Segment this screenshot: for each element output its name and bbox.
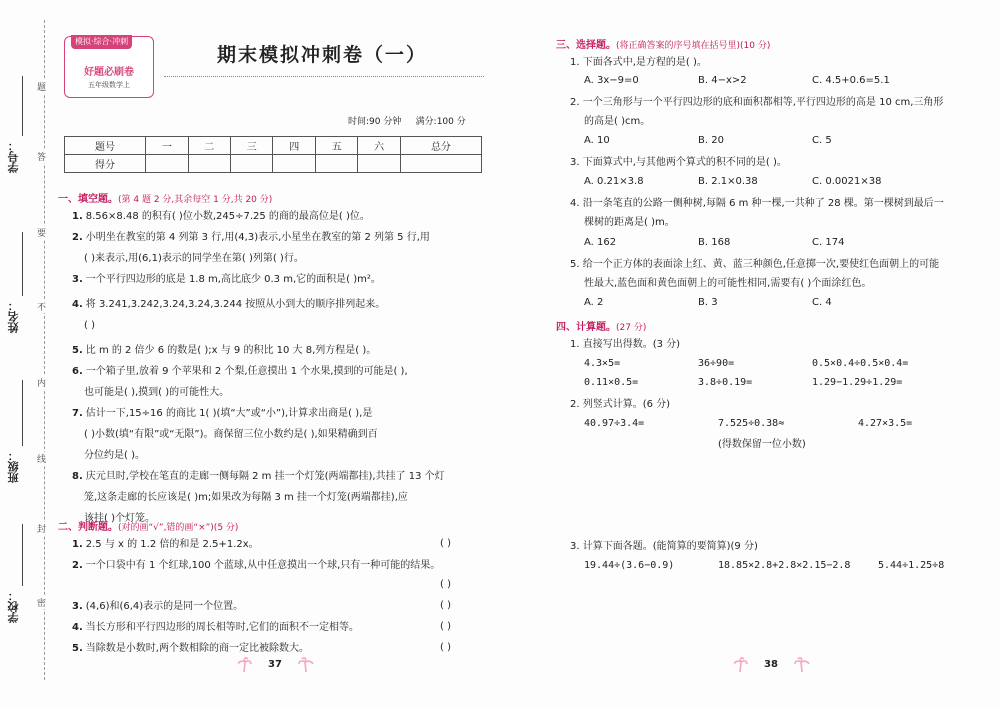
choice-option[interactable]: C. 0.0021×38 [812, 176, 882, 187]
badge-sub: 五年级数学上 [88, 81, 130, 89]
score-entry[interactable] [358, 155, 400, 173]
score-cell: 六 [358, 137, 400, 155]
page-number-right: 38 [764, 659, 778, 670]
section-3-note: (将正确答案的序号填在括号里)(10 分) [616, 41, 771, 51]
fill-blank-line [72, 210, 370, 223]
calc-item[interactable]: 4.27×3.5= [858, 418, 913, 429]
page-number-left: 37 [268, 659, 282, 670]
right-page [548, 0, 978, 708]
calc-item[interactable]: 3.8÷0.19= [698, 377, 753, 388]
calc-item[interactable]: 36÷90= [698, 358, 735, 369]
choice-option[interactable]: C. 174 [812, 237, 845, 248]
score-cell: 五 [315, 137, 357, 155]
question-text: 一个口袋中有 1 个红球,100 个蓝球,从中任意摸出一个球,只有一种可能的结果。 [85, 560, 441, 571]
question-text: 该挂( )个灯笼。 [84, 513, 155, 524]
class-blank[interactable] [22, 380, 24, 446]
choice-option[interactable]: B. 168 [698, 237, 731, 248]
page-title: 期末模拟冲刺卷（一） [216, 44, 427, 66]
question-text: (4,6)和(6,4)表示的是同一个位置。 [85, 601, 244, 612]
score-cell: 三 [231, 137, 273, 155]
score-cell: 得分 [65, 155, 146, 173]
answer-paren[interactable]: ( ) [440, 621, 451, 632]
fill-blank-line [84, 252, 304, 265]
fill-blank-line [72, 273, 381, 286]
series-badge [64, 36, 154, 98]
question-text: 比 m 的 2 倍少 6 的数是( );x 与 9 的积比 10 大 8,列方程是( )。 [85, 345, 377, 356]
judge-line [72, 621, 359, 634]
question-number: 5. [72, 345, 83, 356]
judge-line [72, 559, 440, 572]
section-1-title [58, 190, 272, 205]
score-row [65, 155, 482, 173]
choice-q2-cont: 的高是( )cm。 [584, 116, 651, 127]
fold-line [44, 20, 45, 680]
seal-char: 不 [37, 300, 46, 313]
binding-margin [0, 0, 58, 708]
judge-line [72, 600, 243, 613]
calc-item[interactable]: 5.44÷1.25÷8 [878, 560, 945, 571]
question-text: ( ) [84, 320, 95, 331]
exam-meta [348, 114, 466, 127]
fill-blank-line [72, 407, 372, 420]
question-number: 1. [72, 539, 83, 550]
calc-item[interactable]: 0.5×0.4÷0.5×0.4= [812, 358, 909, 369]
choice-option[interactable]: B. 2.1×0.38 [698, 176, 758, 187]
question-text: ( )小数(填“有限”或“无限”)。商保留三位小数约是( ),如果精确到百 [84, 429, 378, 440]
answer-paren[interactable]: ( ) [440, 538, 451, 549]
section-4-heading: 四、计算题。 [556, 322, 616, 333]
title-rule [164, 76, 484, 77]
choice-option[interactable]: A. 3x−9=0 [584, 75, 639, 86]
choice-option[interactable]: B. 20 [698, 135, 724, 146]
choice-q1: 1. 下面各式中,是方程的是( )。 [570, 57, 707, 68]
question-text: 当长方形和平行四边形的周长相等时,它们的面积不一定相等。 [85, 622, 359, 633]
question-text: ( )来表示,用(6,1)表示的同学坐在第( )列第( )行。 [84, 253, 304, 264]
full-score: 满分:100 分 [415, 117, 466, 127]
calc-part-2: 2. 列竖式计算。(6 分) [570, 399, 671, 410]
section-4-title [556, 318, 646, 333]
calc-item[interactable]: 4.3×5= [584, 358, 621, 369]
question-number: 4. [72, 299, 83, 310]
time-limit: 时间:90 分钟 [348, 117, 402, 127]
score-table [64, 136, 482, 173]
answer-paren[interactable]: ( ) [440, 579, 451, 590]
question-number: 5. [72, 643, 83, 654]
question-number: 3. [72, 601, 83, 612]
palm-decoration-icon [784, 656, 810, 672]
question-number: 8. [72, 471, 83, 482]
choice-option[interactable]: A. 162 [584, 237, 617, 248]
seal-char: 线 [37, 452, 46, 465]
section-1-heading: 一、填空题。 [58, 194, 118, 205]
school-blank[interactable] [22, 524, 24, 586]
judge-line [72, 538, 259, 551]
choice-option[interactable]: C. 4.5+0.6=5.1 [812, 75, 890, 86]
judge-line [72, 642, 309, 655]
question-text: 一个箱子里,放着 9 个苹果和 2 个梨,任意摸出 1 个水果,摸到的可能是( ), [85, 366, 408, 377]
seal-char: 要 [37, 226, 46, 239]
section-3-title [556, 36, 770, 51]
calc-item[interactable]: 19.44÷(3.6−0.9) [584, 560, 675, 571]
question-number: 1. [72, 211, 83, 222]
section-2-note: (对的画“√”,错的画“×”)(5 分) [118, 523, 239, 533]
question-number: 2. [72, 232, 83, 243]
fill-blank-line [72, 470, 445, 483]
calc-item[interactable]: 40.97÷3.4= [584, 418, 645, 429]
fill-blank-line [72, 298, 385, 311]
calc-item[interactable]: 18.85×2.8+2.8×2.15−2.8 [718, 560, 851, 571]
badge-tag: 模拟·综合·冲刺 [71, 35, 132, 49]
fill-blank-line [72, 365, 408, 378]
question-text: 小明坐在教室的第 4 列第 3 行,用(4,3)表示,小星坐在教室的第 2 列第 5 行,用 [85, 232, 430, 243]
question-text: 也可能是( ),摸到( )的可能性大。 [84, 387, 230, 398]
question-text: 将 3.241,3.242,3.24,3.24̇,3.244 按照从小到大的顺序排列起来。 [85, 299, 386, 310]
score-cell: 总分 [400, 137, 481, 155]
answer-paren[interactable]: ( ) [440, 600, 451, 611]
palm-decoration-icon [238, 656, 264, 672]
choice-option[interactable]: A. 10 [584, 135, 610, 146]
question-number: 3. [72, 274, 83, 285]
score-cell: 题号 [65, 137, 146, 155]
seal-char: 封 [37, 522, 46, 535]
left-page [58, 0, 498, 708]
class-label: 班级： [7, 450, 20, 483]
seal-char: 答 [37, 150, 46, 163]
seal-char: 内 [37, 376, 46, 389]
choice-q5: 5. 给一个正方体的表面涂上红、黄、蓝三种颜色,任意掷一次,要使红色面朝上的可能 [570, 259, 940, 270]
score-entry[interactable] [188, 155, 230, 173]
question-text: 庆元旦时,学校在笔直的走廊一侧每隔 2 m 挂一个灯笼(两端都挂),共挂了 13 个灯 [85, 471, 445, 482]
palm-decoration-icon [734, 656, 760, 672]
choice-option[interactable]: A. 2 [584, 297, 604, 308]
school-label: 学校： [7, 590, 20, 623]
score-entry[interactable] [315, 155, 357, 173]
fill-blank-line [84, 319, 95, 332]
score-cell: 四 [273, 137, 315, 155]
answer-paren[interactable]: ( ) [440, 642, 451, 653]
seal-char: 题 [37, 80, 46, 93]
choice-option[interactable]: C. 4 [812, 297, 832, 308]
question-text: 2.5 与 x 的 1.2 倍的和是 2.5+1.2x。 [85, 539, 259, 550]
fill-blank-line [84, 386, 229, 399]
question-text: 8.56×8.48 的积有( )位小数,245÷7.25 的商的最高位是( )位。 [85, 211, 370, 222]
score-entry[interactable] [231, 155, 273, 173]
choice-q4-cont: 棵树的距离是( )m。 [584, 217, 675, 228]
question-text: 笼,这条走廊的长应该是( )m;如果改为每隔 3 m 挂一个灯笼(两端都挂),应 [84, 492, 408, 503]
fill-blank-line [84, 428, 378, 441]
choice-q3: 3. 下面算式中,与其他两个算式的积不同的是( )。 [570, 157, 787, 168]
student-id-label: 学号： [7, 140, 20, 173]
choice-q2: 2. 一个三角形与一个平行四边形的底和面积都相等,平行四边形的高是 10 cm,三角形 [570, 97, 944, 108]
question-number: 4. [72, 622, 83, 633]
choice-q5-cont: 性最大,蓝色面和黄色面朝上的可能性相同,需要有( )个面涂红色。 [584, 278, 872, 289]
header [64, 36, 484, 100]
student-id-blank[interactable] [22, 76, 24, 136]
badge-main: 好题必刷卷 [84, 67, 134, 78]
section-2-title [58, 518, 238, 533]
choice-option[interactable]: C. 5 [812, 135, 832, 146]
rounding-note: (得数保留一位小数) [718, 439, 806, 450]
fill-blank-line [84, 449, 145, 462]
question-number: 7. [72, 408, 83, 419]
question-number: 2. [72, 560, 83, 571]
score-entry[interactable] [146, 155, 188, 173]
choice-option[interactable]: B. 3 [698, 297, 718, 308]
fill-blank-line [72, 231, 430, 244]
fill-blank-line [72, 344, 376, 357]
name-blank[interactable] [22, 232, 24, 296]
section-2-heading: 二、判断题。 [58, 522, 118, 533]
section-3-heading: 三、选择题。 [556, 40, 616, 51]
calc-part-1: 1. 直接写出得数。(3 分) [570, 339, 681, 350]
calc-item[interactable]: 1.29−1.29÷1.29= [812, 377, 903, 388]
score-cell: 二 [188, 137, 230, 155]
question-text: 一个平行四边形的底是 1.8 m,高比底少 0.3 m,它的面积是( )m²。 [85, 274, 381, 285]
question-text: 分位约是( )。 [84, 450, 145, 461]
fill-blank-line [84, 491, 408, 504]
name-label: 姓名： [7, 300, 20, 333]
choice-option[interactable]: B. 4−x>2 [698, 75, 747, 86]
score-entry[interactable] [400, 155, 481, 173]
section-1-note: (第 4 题 2 分,其余每空 1 分,共 20 分) [118, 195, 273, 205]
score-cell: 一 [146, 137, 188, 155]
calc-item[interactable]: 0.11×0.5= [584, 377, 639, 388]
calc-part-3: 3. 计算下面各题。(能简算的要简算)(9 分) [570, 541, 758, 552]
section-4-note: (27 分) [616, 323, 647, 333]
score-entry[interactable] [273, 155, 315, 173]
question-number: 6. [72, 366, 83, 377]
calc-item[interactable]: 7.525÷0.38≈ [718, 418, 785, 429]
question-text: 当除数是小数时,两个数相除的商一定比被除数大。 [85, 643, 309, 654]
seal-char: 密 [37, 596, 46, 609]
question-text: 估计一下,15÷16 的商比 1( )(填“大”或“小”),计算求出商是( ),是 [85, 408, 373, 419]
palm-decoration-icon [288, 656, 314, 672]
choice-q4: 4. 沿一条笔直的公路一侧种树,每隔 6 m 种一棵,一共种了 28 棵。第一棵树到最后一 [570, 198, 944, 209]
choice-option[interactable]: A. 0.21×3.8 [584, 176, 644, 187]
score-header-row [65, 137, 482, 155]
